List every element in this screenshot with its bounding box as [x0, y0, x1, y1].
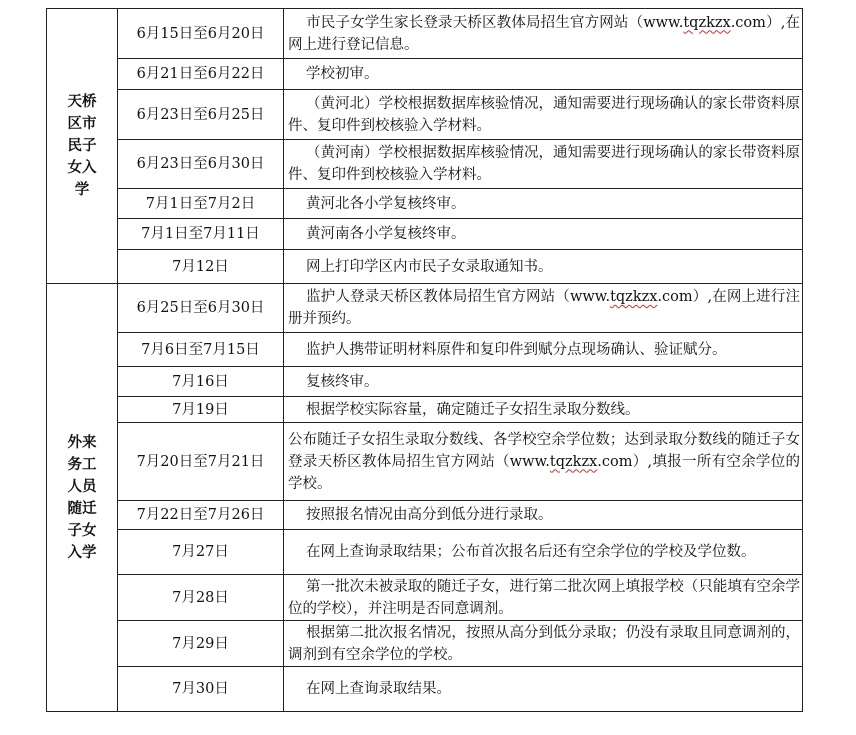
- description-text: 黄河北各小学复核终审。: [306, 195, 466, 212]
- description-text: 监护人携带证明材料原件和复印件到赋分点现场确认、验证赋分。: [306, 341, 727, 358]
- description-text: 公布随迁子女招生录取分数线、各学校空余学位数；达到录取分数线的随迁子女登录天桥区教体局招生官方网站（www.tqzkzx.com）,填报一所有空余学位的学校。: [288, 431, 800, 492]
- table-row: [47, 621, 803, 667]
- description-cell: [284, 284, 803, 333]
- description-cell: [284, 397, 803, 423]
- description-text: 复核终审。: [306, 373, 379, 390]
- date-cell: 7月16日: [118, 367, 284, 397]
- description-cell: [284, 59, 803, 90]
- description-cell: [284, 621, 803, 667]
- date-cell: 7月1日至7月11日: [118, 219, 284, 250]
- description-cell: [284, 140, 803, 189]
- category-cell: 天桥 区市 民子 女入 学: [47, 9, 118, 284]
- date-cell: 7月30日: [118, 667, 284, 712]
- table-row: [47, 219, 803, 250]
- description-text: 市民子女学生家长登录天桥区教体局招生官方网站（www.tqzkzx.com）,在网上进行登记信息。: [288, 14, 800, 53]
- table-row: [47, 250, 803, 284]
- table-row: [47, 530, 803, 575]
- table-row: [47, 397, 803, 423]
- date-cell: 6月15日至6月20日: [118, 9, 284, 59]
- description-cell: [284, 189, 803, 219]
- description-cell: [284, 90, 803, 140]
- description-cell: [284, 575, 803, 621]
- date-cell: 7月22日至7月26日: [118, 501, 284, 530]
- category-cell: 外来 务工 人员 随迁 子女 入学: [47, 284, 118, 712]
- description-text: 网上打印学区内市民子女录取通知书。: [306, 258, 553, 275]
- description-cell: [284, 333, 803, 367]
- table-row: [47, 284, 803, 333]
- table-row: [47, 333, 803, 367]
- date-cell: 7月12日: [118, 250, 284, 284]
- date-cell: 7月27日: [118, 530, 284, 575]
- date-cell: 6月23日至6月30日: [118, 140, 284, 189]
- description-text: 学校初审。: [306, 66, 379, 82]
- description-text: （黄河南）学校根据数据库核验情况，通知需要进行现场确认的家长带资料原件、复印件到校核验入学材料。: [288, 145, 800, 183]
- table-row: [47, 59, 803, 90]
- table-row: [47, 423, 803, 501]
- date-cell: 7月6日至7月15日: [118, 333, 284, 367]
- website-domain-text: tqzkzx: [549, 453, 598, 470]
- description-cell: [284, 250, 803, 284]
- date-cell: 7月28日: [118, 575, 284, 621]
- description-text: 根据学校实际容量，确定随迁子女招生录取分数线。: [306, 401, 640, 418]
- table-row: [47, 367, 803, 397]
- date-cell: 7月29日: [118, 621, 284, 667]
- description-cell: [284, 9, 803, 59]
- table-row: [47, 9, 803, 59]
- description-text: （黄河北）学校根据数据库核验情况，通知需要进行现场确认的家长带资料原件、复印件到校核验入学材料。: [288, 95, 800, 134]
- description-text: 第一批次未被录取的随迁子女，进行第二批次网上填报学校（只能填有空余学位的学校），并注明是否同意调剂。: [288, 578, 800, 617]
- table-row: [47, 501, 803, 530]
- table-row: [47, 90, 803, 140]
- date-cell: 7月19日: [118, 397, 284, 423]
- description-text: 按照报名情况由高分到低分进行录取。: [306, 507, 553, 523]
- date-cell: 6月21日至6月22日: [118, 59, 284, 90]
- description-cell: [284, 219, 803, 250]
- description-cell: [284, 667, 803, 712]
- table-row: [47, 667, 803, 712]
- description-text: 在网上查询录取结果；公布首次报名后还有空余学位的学校及学位数。: [306, 544, 756, 560]
- description-text: 在网上查询录取结果。: [306, 681, 451, 697]
- date-cell: 7月1日至7月2日: [118, 189, 284, 219]
- description-cell: [284, 530, 803, 575]
- description-cell: [284, 367, 803, 397]
- table-row: [47, 189, 803, 219]
- description-text: 监护人登录天桥区教体局招生官方网站（www.tqzkzx.com）,在网上进行注册并预约。: [288, 289, 800, 327]
- date-cell: 6月25日至6月30日: [118, 284, 284, 333]
- description-cell: [284, 423, 803, 501]
- website-domain-text: tqzkzx: [610, 289, 658, 305]
- description-text: 黄河南各小学复核终审。: [306, 226, 466, 242]
- date-cell: 7月20日至7月21日: [118, 423, 284, 501]
- date-cell: 6月23日至6月25日: [118, 90, 284, 140]
- table-row: [47, 140, 803, 189]
- table-row: [47, 575, 803, 621]
- description-text: 根据第二批次报名情况，按照从高分到低分录取；仍没有录取且同意调剂的，调剂到有空余学位的学校。: [288, 624, 800, 663]
- website-domain-text: tqzkzx: [683, 14, 731, 31]
- enrollment-schedule-table: [46, 8, 803, 712]
- description-cell: [284, 501, 803, 530]
- table-body: [47, 9, 803, 712]
